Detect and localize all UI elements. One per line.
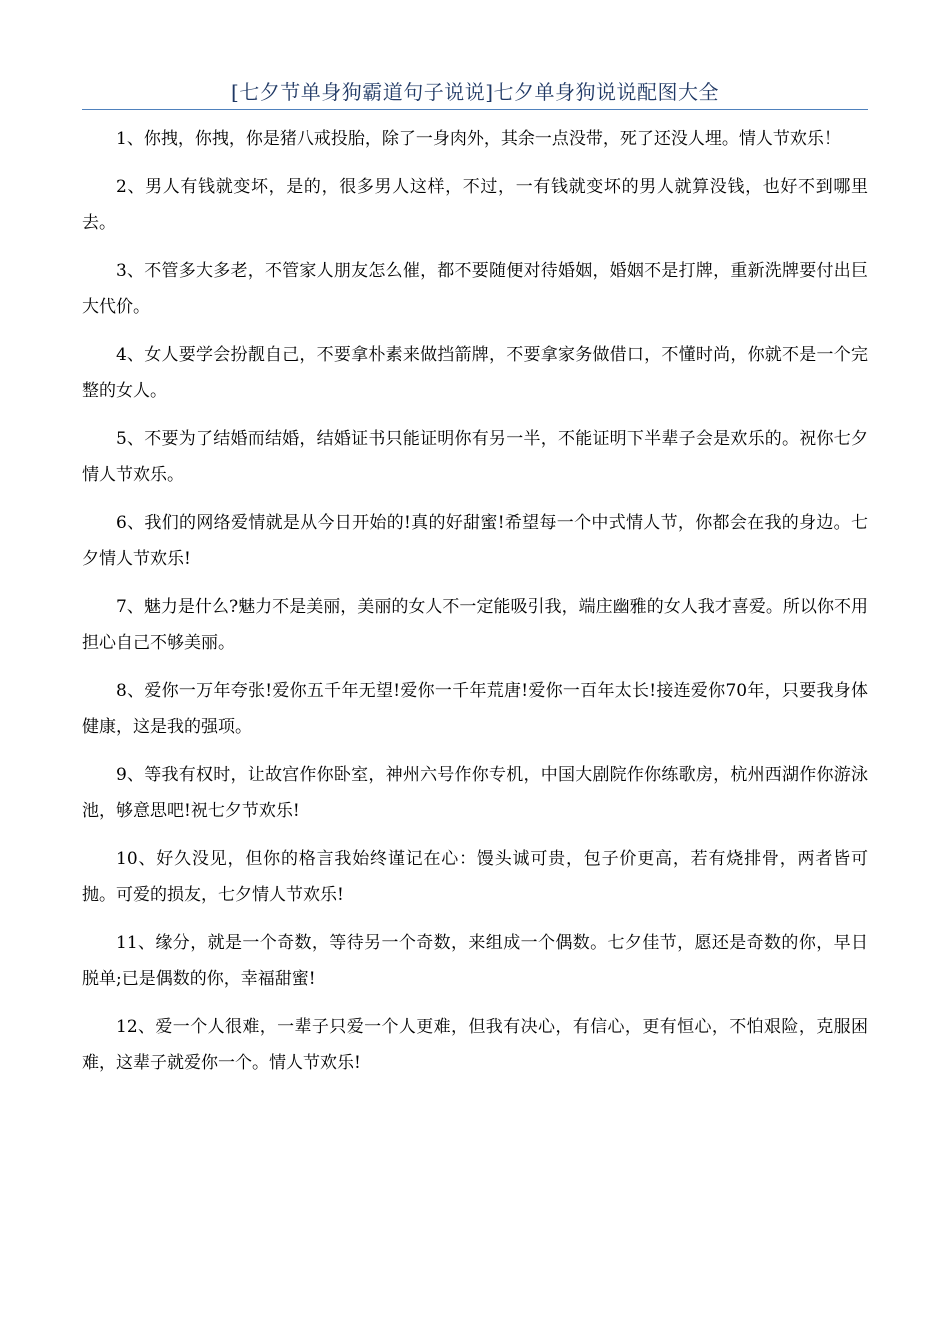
paragraph: 6、我们的网络爱情就是从今日开始的!真的好甜蜜!希望每一个中式情人节，你都会在我的身边。七夕情人节欢乐! [82,513,868,569]
paragraph: 5、不要为了结婚而结婚，结婚证书只能证明你有另一半，不能证明下半辈子会是欢乐的。祝你七夕情人节欢乐。 [82,429,868,485]
paragraph: 2、男人有钱就变坏，是的，很多男人这样，不过，一有钱就变坏的男人就算没钱，也好不到哪里去。 [82,177,868,233]
paragraph: 12、爱一个人很难，一辈子只爱一个人更难，但我有决心，有信心，更有恒心，不怕艰险，克服困难，这辈子就爱你一个。情人节欢乐! [82,1017,868,1073]
paragraph: 10、好久没见，但你的格言我始终谨记在心：馒头诚可贵，包子价更高，若有烧排骨，两者皆可抛。可爱的损友，七夕情人节欢乐! [82,849,868,905]
article-body [82,121,868,1093]
paragraph: 1、你拽，你拽，你是猪八戒投胎，除了一身肉外，其余一点没带，死了还没人埋。情人节欢乐！ [116,129,841,149]
paragraph: 7、魅力是什么?魅力不是美丽，美丽的女人不一定能吸引我，端庄幽雅的女人我才喜爱。所以你不用担心自己不够美丽。 [82,597,868,653]
paragraph: 3、不管多大多老，不管家人朋友怎么催，都不要随便对待婚姻，婚姻不是打牌，重新洗牌要付出巨大代价。 [82,261,868,317]
title-divider [82,109,868,110]
paragraph: 4、女人要学会扮靓自己，不要拿朴素来做挡箭牌，不要拿家务做借口，不懂时尚，你就不是一个完整的女人。 [82,345,868,401]
paragraph: 9、等我有权时，让故宫作你卧室，神州六号作你专机，中国大剧院作你练歌房，杭州西湖作你游泳池，够意思吧!祝七夕节欢乐! [82,765,868,821]
page-title: [七夕节单身狗霸道句子说说]七夕单身狗说说配图大全 [230,80,720,104]
paragraph: 11、缘分，就是一个奇数，等待另一个奇数，来组成一个偶数。七夕佳节，愿还是奇数的你，早日脱单;已是偶数的你，幸福甜蜜! [82,933,868,989]
paragraph: 8、爱你一万年夸张!爱你五千年无望!爱你一千年荒唐!爱你一百年太长!接连爱你70年，只要我身体健康，这是我的强项。 [82,681,868,737]
